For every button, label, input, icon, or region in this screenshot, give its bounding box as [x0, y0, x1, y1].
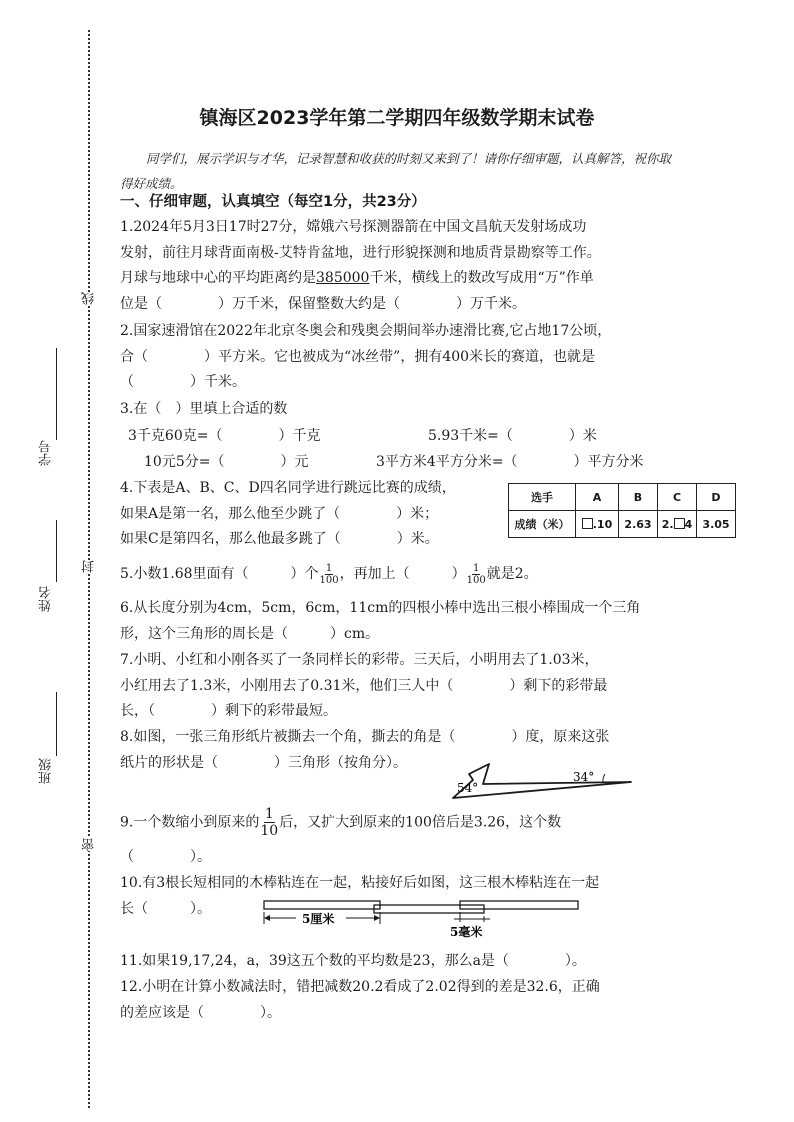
table-cell-a: .10 — [576, 511, 619, 538]
q12-line-1: 12.小明在计算小数减法时，错把减数20.2看成了2.02得到的差是32.6，正确 — [120, 979, 600, 995]
q8-line-2[interactable]: 纸片的形状是（ ）三角形（按角分）。 — [120, 754, 407, 771]
length-5cm-label: 5厘米 — [302, 912, 335, 926]
q4-line-3[interactable]: 如果C是第四名，那么他最多跳了（ ）米。 — [120, 531, 439, 547]
fraction-1-10: $\frac{1}{10}$ — [260, 806, 279, 839]
q2-line-2[interactable]: 合（ ）平方米。它也被成为“冰丝带”，拥有400米长的赛道，也就是 — [120, 348, 596, 365]
binding-mark-seal: 封 — [82, 560, 97, 573]
q3-item-d[interactable]: 3平方米4平方分米=（ ）平方分米 — [376, 454, 644, 470]
q7-line-1: 7.小明、小红和小刚各买了一条同样长的彩带。三天后，小明用去了1.03米， — [120, 652, 599, 668]
q12-line-2[interactable]: 的差应该是（ ）。 — [120, 1004, 281, 1021]
torn-triangle-shape — [453, 764, 631, 798]
question-4 — [120, 476, 500, 553]
q6-line-1: 6.从长度分别为4cm，5cm，6cm，11cm的四根小棒中选出三根小棒围成一个三角 — [120, 600, 641, 616]
q1-line-4[interactable]: 位是（ ）万千米，保留整数大约是（ ）万千米。 — [120, 295, 526, 312]
overlap-5mm-label: 5毫米 — [450, 925, 483, 939]
long-jump-table — [508, 483, 736, 538]
intro-text: 同学们，展示学识与才华，记录智慧和收获的时刻又来到了！请你仔细审题，认真解答，祝你取得好成绩。 — [120, 151, 672, 191]
q3-item-c[interactable]: 10元5分=（ ）元 — [144, 454, 309, 470]
q1-line-2: 发射，前往月球背面南极-艾特肯盆地，进行形貌探测和地质背景勘察等工作。 — [120, 244, 601, 261]
q8-line-1[interactable]: 8.如图，一张三角形纸片被撕去一个角，撕去的角是（ ）度，原来这张 — [120, 729, 610, 745]
fraction-1-100: $\frac{1}{100}$ — [319, 562, 339, 586]
missing-digit-box — [674, 518, 685, 529]
class-label: 班级 — [39, 758, 54, 784]
question-11[interactable]: 11.如果19,17,24，a，39这五个数的平均数是23，那么a是（ ）。 — [120, 953, 586, 969]
binding-mark-line: 线 — [82, 292, 97, 305]
q3-heading: 3.在（ ）里填上合适的数 — [120, 401, 288, 417]
table-row-label: 成绩（米） — [509, 511, 576, 538]
q10-line-2[interactable]: 长（ ）。 — [120, 900, 211, 917]
q10-line-1: 10.有3根长短相同的木棒粘连在一起，粘接好后如图，这三根木棒粘连在一起 — [120, 875, 600, 891]
q4-line-1: 4.下表是A、B、C、D四名同学进行跳远比赛的成绩， — [120, 480, 456, 496]
table-header-row — [509, 484, 736, 511]
q9-line-2[interactable]: （ ）。 — [120, 849, 211, 865]
table-header-d: D — [697, 484, 736, 511]
q7-line-2[interactable]: 小红用去了1.3米，小刚用去了0.31米，他们三人中（ ）剩下的彩带最 — [120, 677, 608, 694]
class-blank[interactable] — [56, 692, 57, 756]
table-header-a: A — [576, 484, 619, 511]
question-1 — [120, 215, 680, 317]
student-no-blank[interactable] — [56, 348, 57, 440]
q1-underlined-number: 385000 — [316, 270, 370, 286]
question-7 — [120, 648, 680, 725]
q7-line-3[interactable]: 长，（ ）剩下的彩带最短。 — [120, 703, 337, 719]
table-cell-d: 3.05 — [697, 511, 736, 538]
student-no-label: 学号 — [39, 440, 54, 466]
question-2 — [120, 319, 680, 396]
table-cell-c: 2. 4 — [658, 511, 697, 538]
question-9[interactable]: 9.一个数缩小到原来的 $\frac{1}{10}$ 后，又扩大到原来的100倍后是3.26，这个数 — [120, 806, 562, 839]
q3-item-a[interactable]: 3千克60克=（ ）千克 — [128, 428, 321, 444]
q4-line-2[interactable]: 如果A是第一名，那么他至少跳了（ ）米； — [120, 505, 439, 522]
q2-line-1: 2.国家速滑馆在2022年北京冬奥会和残奥会期间举办速滑比赛,它占地17公顷， — [120, 323, 612, 339]
q1-line-3: 月球与地球中心的平均距离约是385000千米，横线上的数改写成用“万”作单 — [120, 270, 594, 286]
q2-line-3[interactable]: （ ）千米。 — [120, 374, 246, 390]
angle-54-label: 54° — [457, 781, 479, 795]
section-1-heading: 一、仔细审题，认真填空（每空1分，共23分） — [120, 194, 426, 210]
angle-34-label: 34° — [573, 770, 595, 784]
sticks-figure — [262, 898, 582, 940]
name-label: 姓名 — [39, 586, 54, 612]
question-12 — [120, 975, 680, 1026]
torn-triangle-figure — [445, 752, 645, 802]
missing-digit-box — [582, 518, 593, 529]
q1-line-1: 1.2024年5月3日17时27分，嫦娥六号探测器箭在中国文昌航天发射场成功 — [120, 219, 587, 235]
name-blank[interactable] — [56, 520, 57, 582]
table-row — [509, 511, 736, 538]
table-header-c: C — [658, 484, 697, 511]
binding-mark-secret: 密 — [82, 838, 97, 851]
question-5[interactable]: 5.小数1.68里面有（ ）个 $\frac{1}{100}$ ，再加上（ ） $\frac{1}{100}$ 就是2。 — [120, 562, 538, 586]
table-header-player: 选手 — [509, 484, 576, 511]
table-cell-b: 2.63 — [619, 511, 658, 538]
question-6 — [120, 596, 680, 647]
q6-line-2[interactable]: 形，这个三角形的周长是（ ）cm。 — [120, 625, 380, 642]
exam-title: 镇海区2023学年第二学期四年级数学期末试卷 — [199, 107, 595, 129]
table-header-b: B — [619, 484, 658, 511]
fraction-1-100: $\frac{1}{100}$ — [466, 562, 486, 586]
q3-item-b[interactable]: 5.93千米=（ ）米 — [428, 428, 597, 444]
